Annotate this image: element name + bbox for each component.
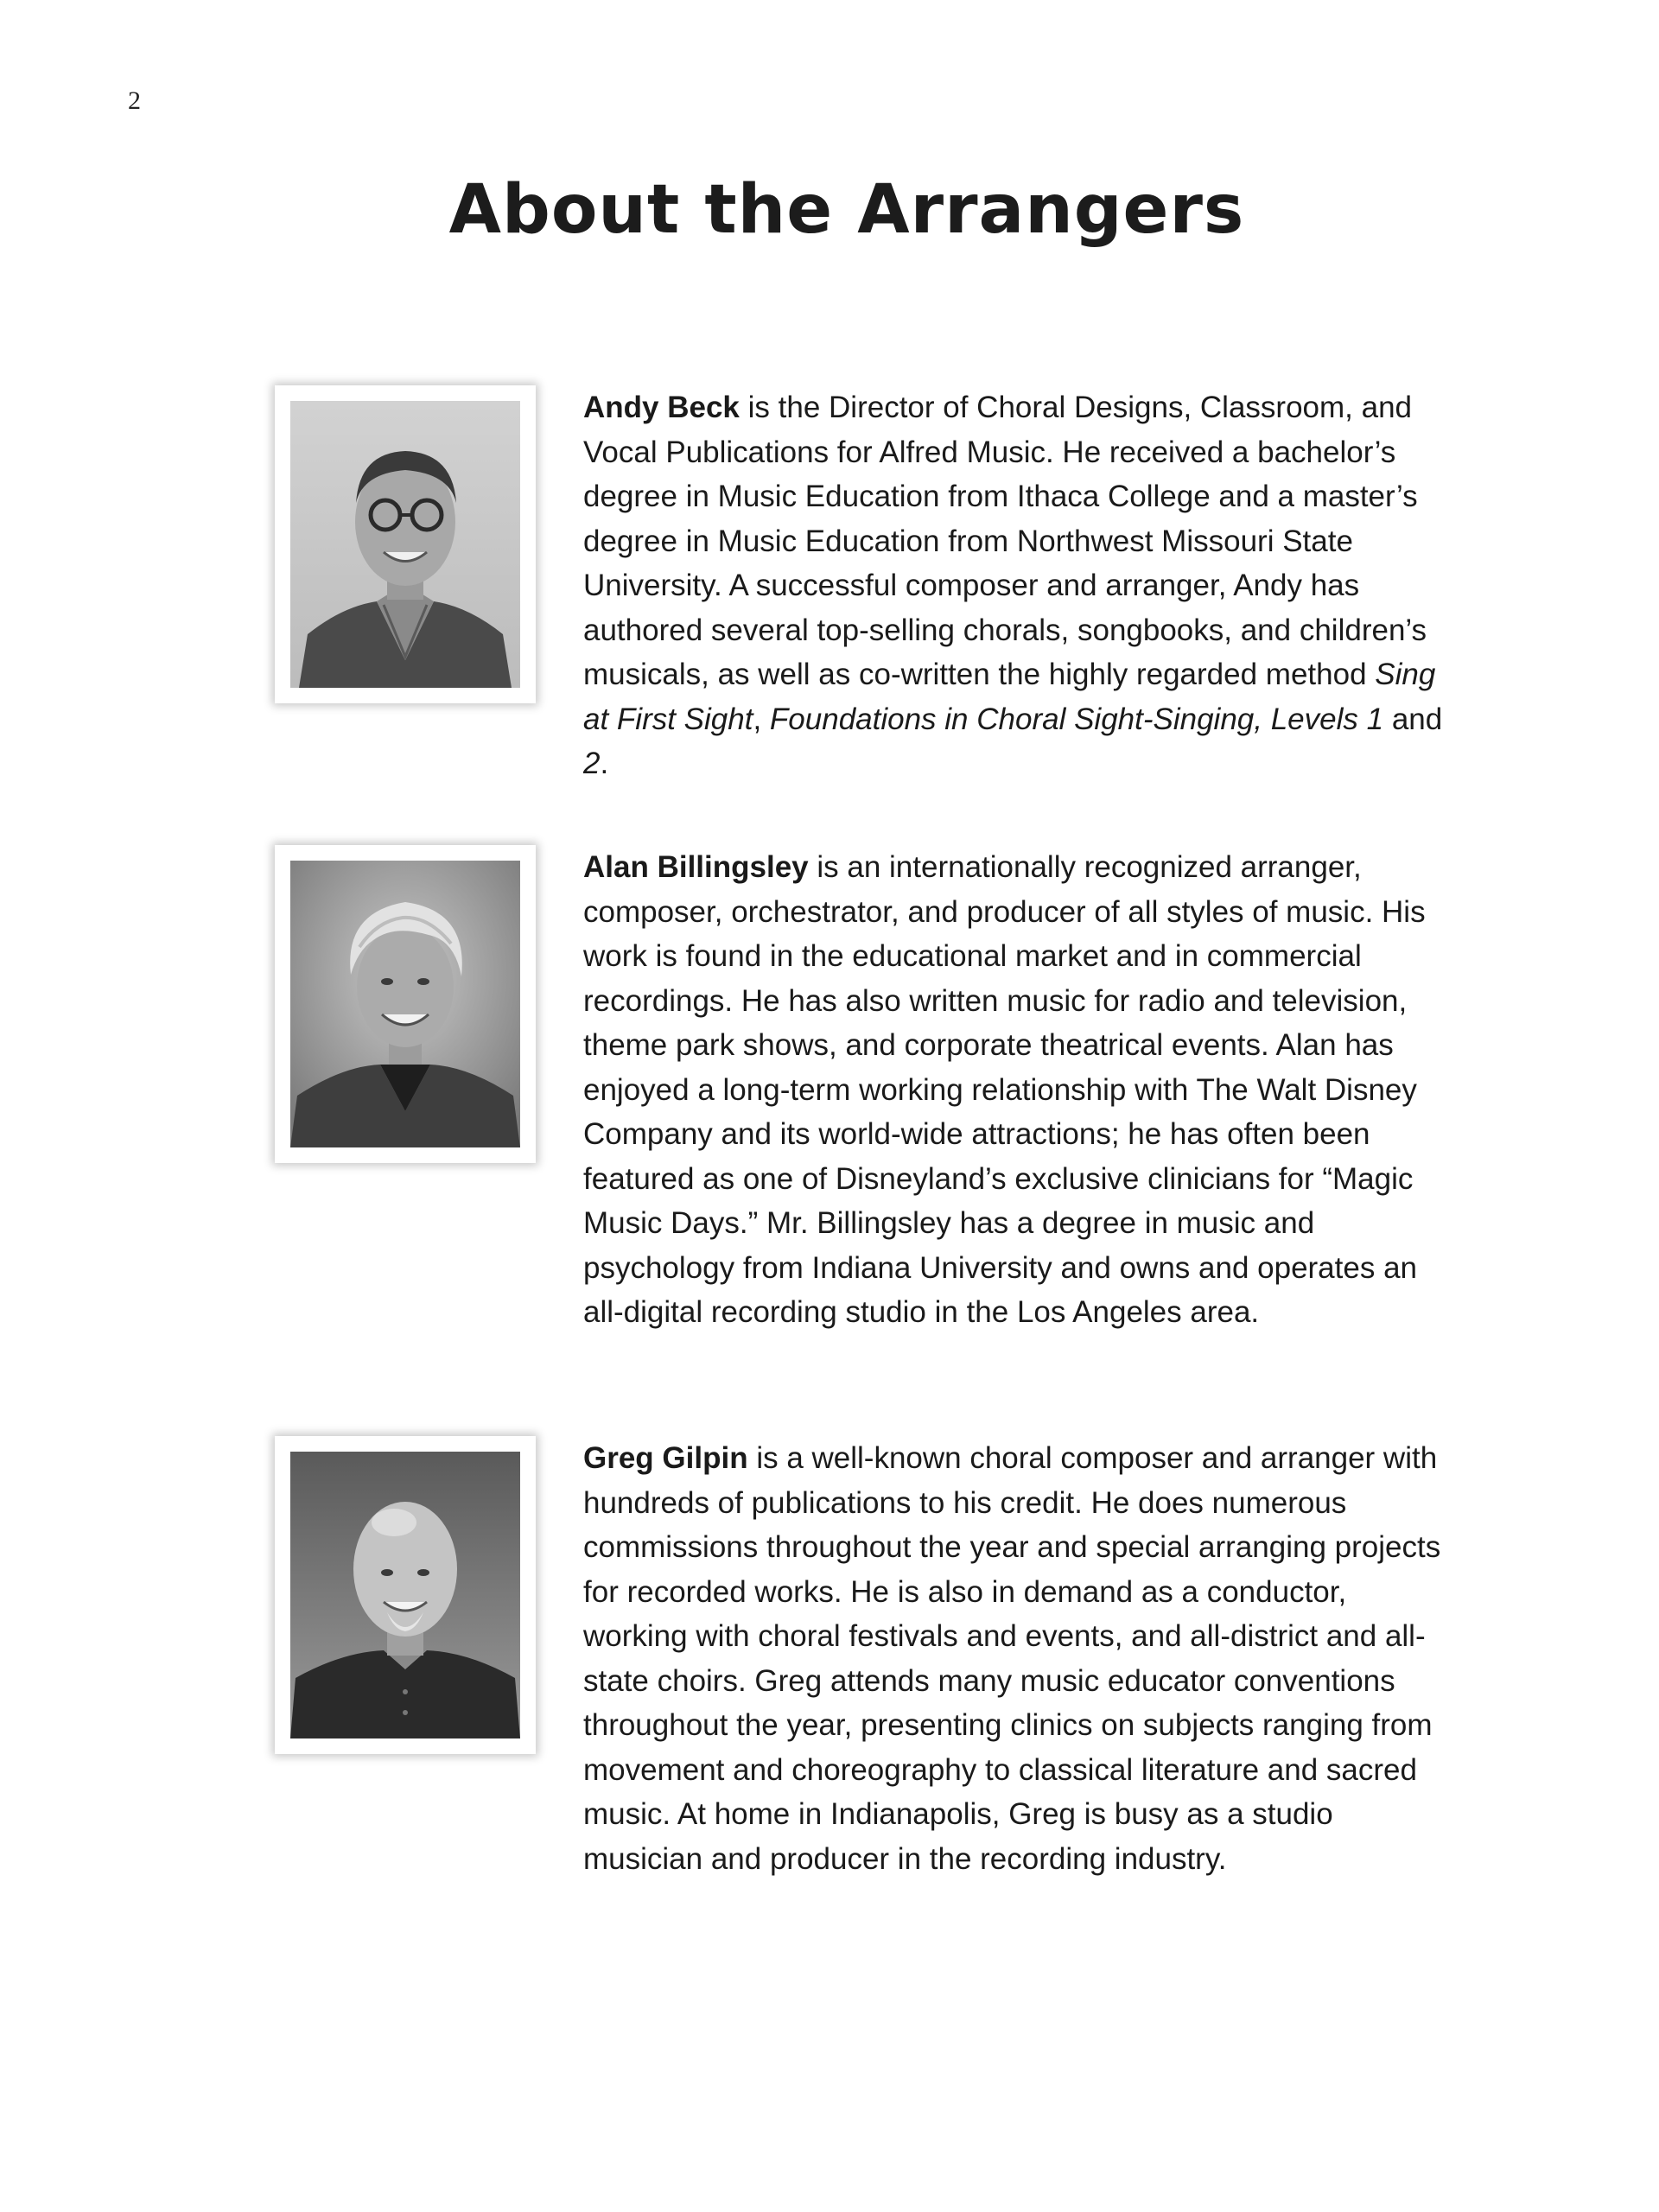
book-level: 2 [583, 747, 601, 780]
arranger-photo-andy-beck [290, 401, 520, 688]
arranger-bio-text [583, 385, 1447, 786]
book-subtitle: Foundations in Choral Sight-Singing, Levels 1 [769, 702, 1384, 736]
arranger-bio-text [583, 845, 1447, 1335]
photo-frame [275, 1436, 536, 1754]
book-title: Sing at First Sight [583, 658, 1436, 736]
photo-frame [275, 385, 536, 703]
arranger-bio-text [583, 1436, 1447, 1881]
bio-separator: , [753, 702, 762, 736]
arranger-name: Alan Billingsley [583, 850, 809, 884]
bio-body: is the Director of Choral Designs, Classroom, and Vocal Publications for Alfred Music. He received a bachelor’s degree in Music Education from Ithaca College and a master’s degree in Music Education from Northwest Missouri State University. A successful composer and arranger, Andy has authored several top-selling chorals, songbooks, and children’s musicals, as well as co-written the highly regarded method [583, 391, 1427, 691]
bio-body: is a well-known choral composer and arranger with hundreds of publications to his credit. He does numerous commissions throughout the year and special arranging projects for recorded works. He is also in demand as a conductor, working with choral festivals and events, and all-district and all-state choirs. Greg attends many music educator conventions throughout the year, presenting clinics on subjects ranging from movement and choreography to classical literature and sacred music. At home in Indianapolis, Greg is busy as a studio musician and producer in the recording industry. [583, 1441, 1441, 1876]
arranger-photo-alan-billingsley [290, 861, 520, 1147]
photo-frame [275, 845, 536, 1163]
arranger-name: Greg Gilpin [583, 1441, 748, 1475]
bio-body: is an internationally recognized arranger, composer, orchestrator, and producer of all styles of music. His work is found in the educational market and in commercial recordings. He has also written music for radio and television, theme park shows, and corporate theatrical events. Alan has enjoyed a long-term working relationship with The Walt Disney Company and its world-wide attractions; he has often been featured as one of Disneyland’s exclusive clinicians for “Magic Music Days.” Mr. Billingsley has a degree in music and psychology from Indiana University and owns and operates an all-digital recording studio in the Los Angeles area. [583, 850, 1426, 1329]
page-number: 2 [128, 86, 141, 115]
bio-conjunction: and [1391, 702, 1443, 736]
arranger-name: Andy Beck [583, 391, 740, 424]
bio-end: . [600, 747, 609, 780]
page-title: About the Arrangers [448, 171, 1245, 249]
arranger-photo-greg-gilpin [290, 1452, 520, 1738]
